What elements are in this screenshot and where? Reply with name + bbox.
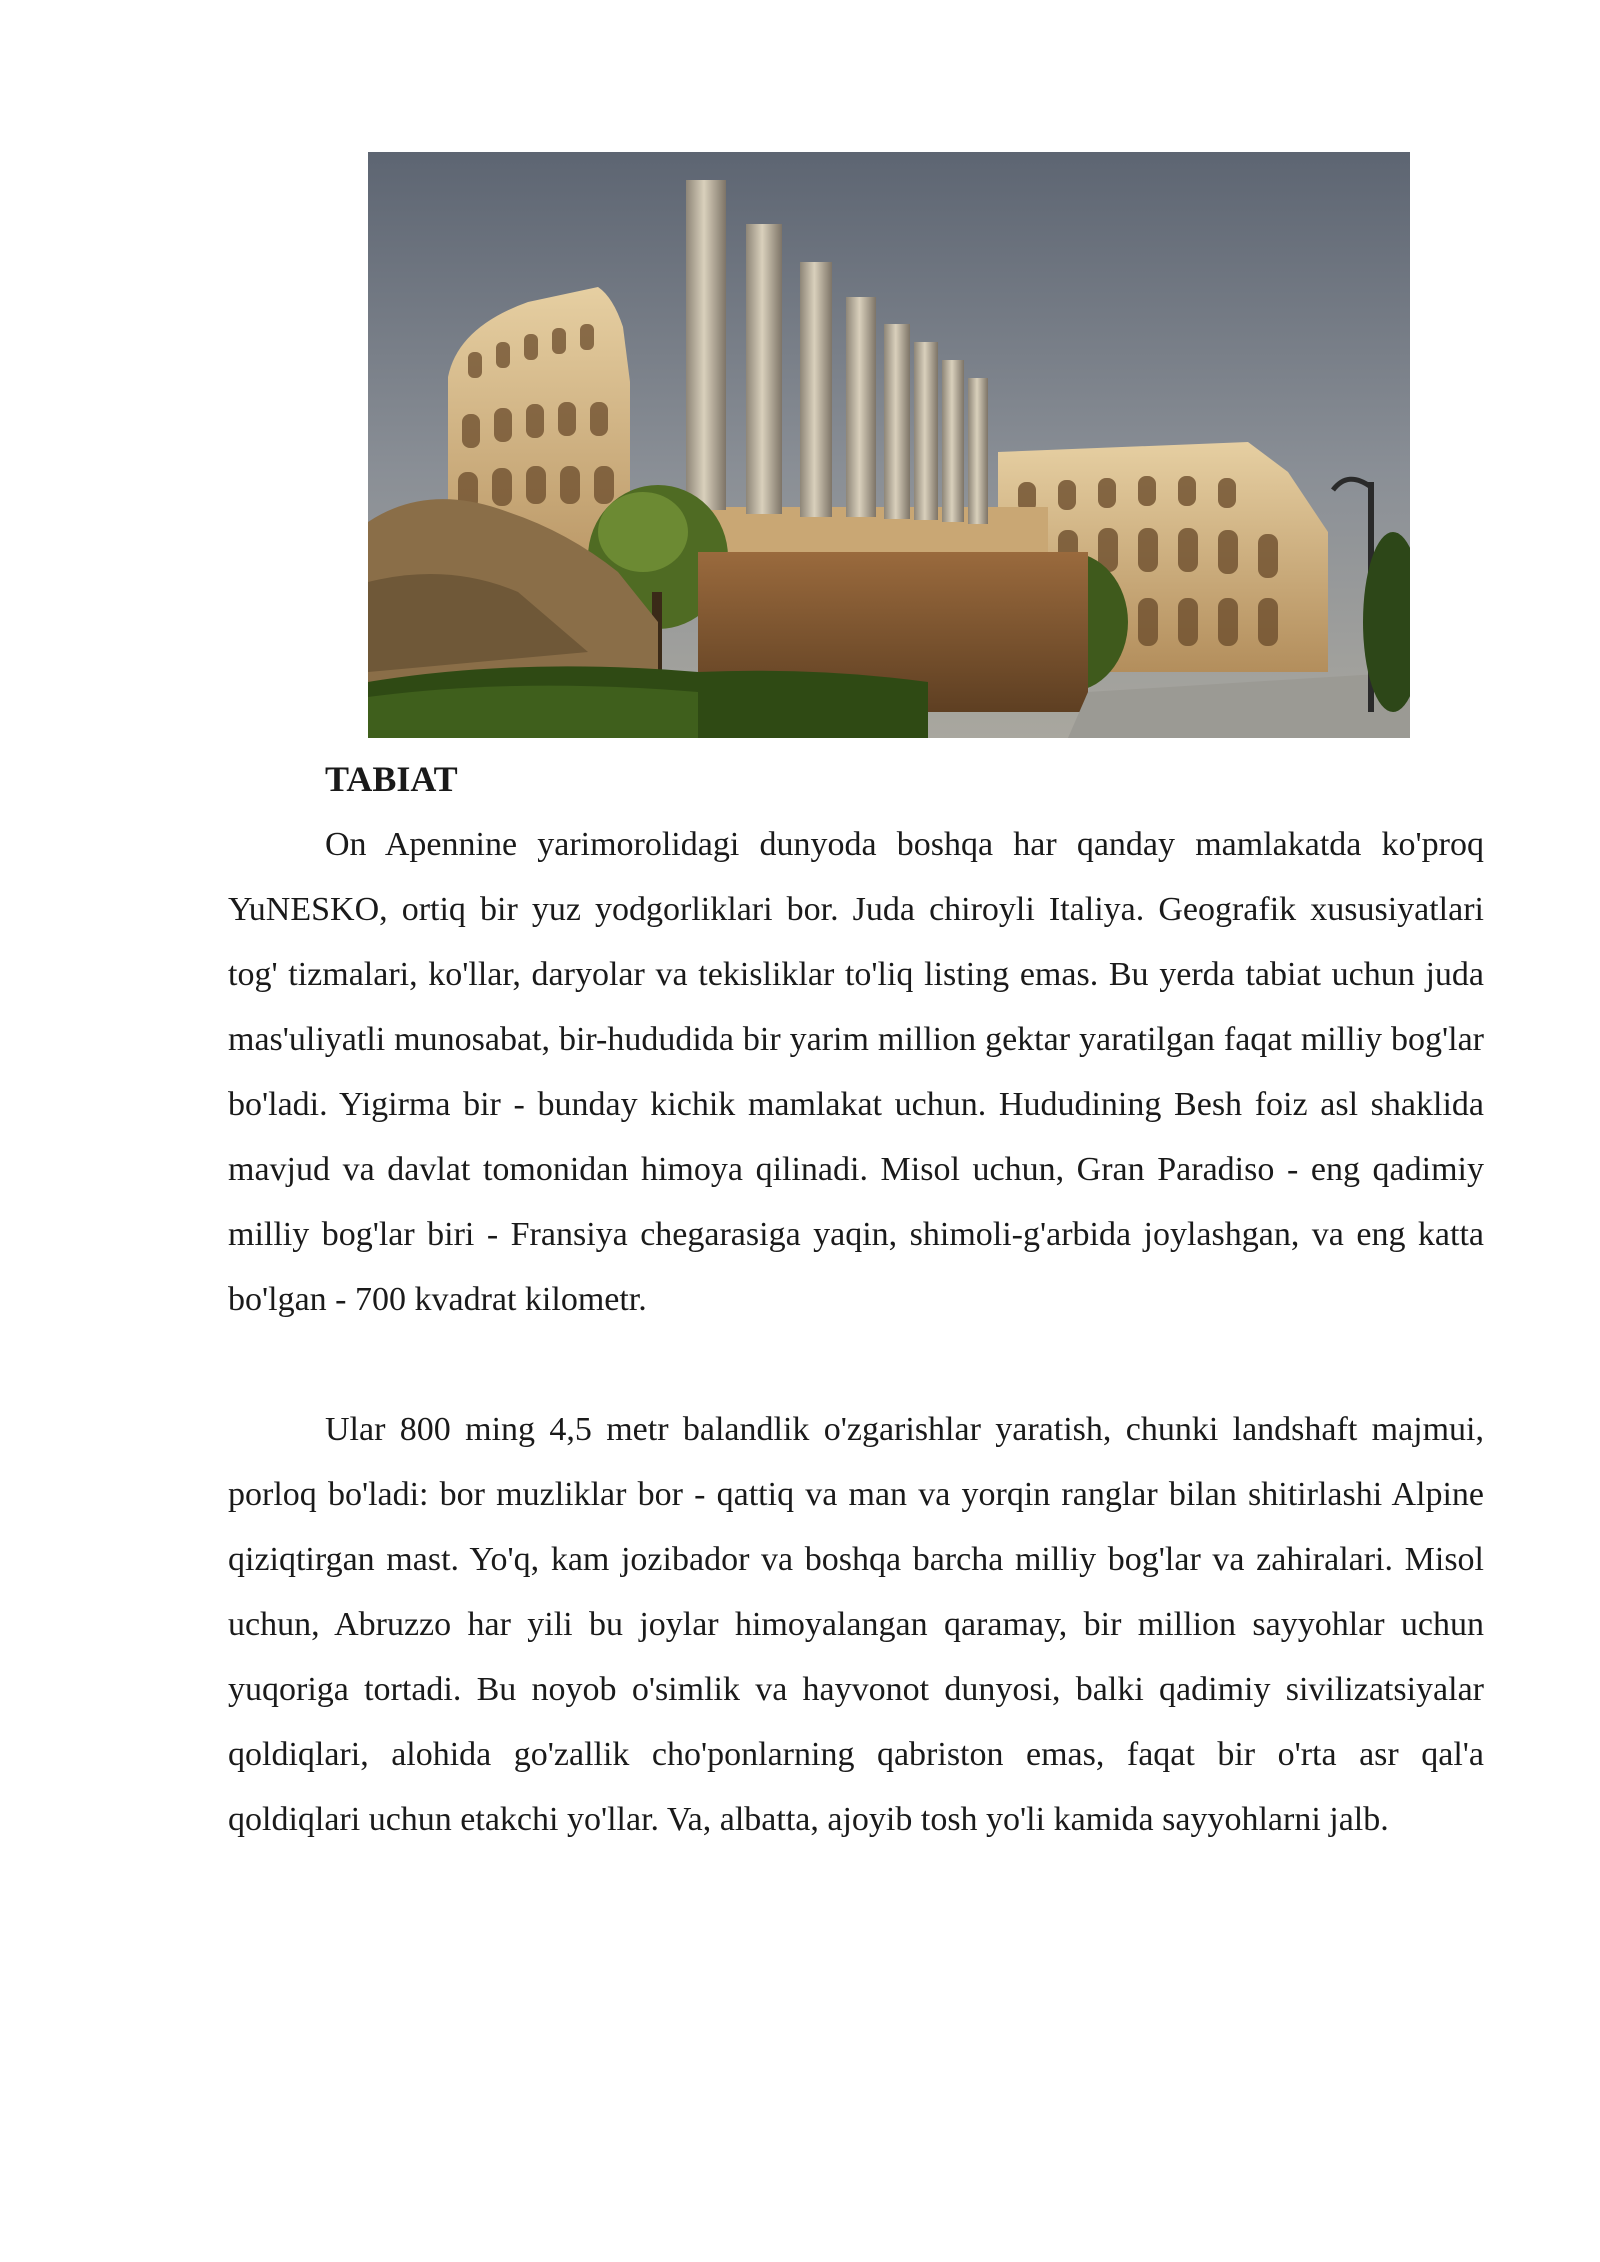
paragraph-2: Ular 800 ming 4,5 metr balandlik o'zgarishlar yaratish, chunki landshaft majmui, porloq bo'ladi: bor muzliklar bor - qattiq va man va yorqin ranglar bilan shitirlashi Alpine qiziqtirgan mast. Yo'q, kam jozibador va boshqa barcha milliy bog'lar va zahiralari. Misol uchun, Abruzzo har yili bu joylar himoyalangan qaramay, bir million sayyohlar uchun yuqoriga tortadi. Bu noyob o'simlik va hayvonot dunyosi, balki qadimiy sivilizatsiyalar qoldiqlari, alohida go'zallik cho'ponlarning qabriston emas, faqat bir o'rta asr qal'a qoldiqlari uchun etakchi yo'llar. Va, albatta, ajoyib tosh yo'li kamida sayyohlarni jalb. — [228, 1411, 1484, 1838]
paragraph-1: On Apennine yarimorolidagi dunyoda boshqa har qanday mamlakatda ko'proq YuNESKO, ortiq bir yuz yodgorliklari bor. Juda chiroyli Italiya. Geografik xususiyatlari tog' tizmalari, ko'llar, daryolar va tekisliklar to'liq listing emas. Bu yerda tabiat uchun juda mas'uliyatli munosabat, bir-hududida bir yarim million gektar yaratilgan faqat milliy bog'lar bo'ladi. Yigirma bir - bunday kichik mamlakat uchun. Hududining Besh foiz asl shaklida mavjud va davlat tomonidan himoya qilinadi. Misol uchun, Gran Paradiso - eng qadimiy milliy bog'lar biri - Fransiya chegarasiga yaqin, shimoli-g'arbida joylashgan, va eng katta bo'lgan - 700 kvadrat kilometr. — [228, 826, 1484, 1318]
section-heading: TABIAT — [325, 759, 458, 799]
colosseum-photo — [368, 152, 1410, 738]
colosseum-illustration — [368, 152, 1410, 738]
